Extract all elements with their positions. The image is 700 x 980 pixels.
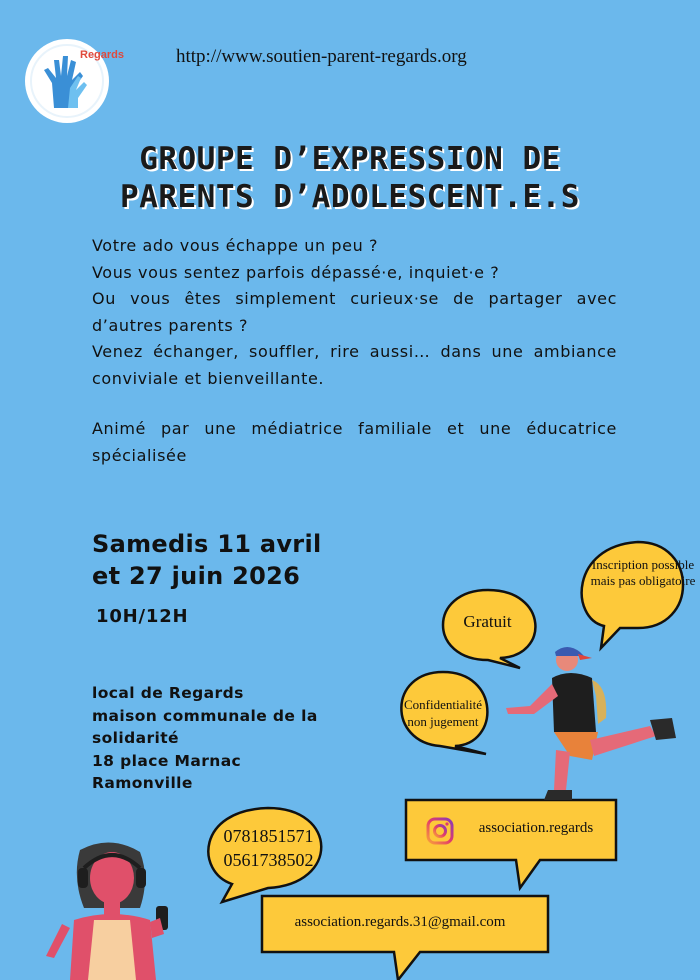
- dates-line-2: et 27 juin 2026: [92, 562, 301, 590]
- phone-numbers: [206, 824, 331, 872]
- website-url[interactable]: http://www.soutien-parent-regards.org: [176, 46, 467, 67]
- address-line-2: maison communale de la: [92, 706, 318, 725]
- intro-line-4: Venez échanger, souffler, rire aussi… dans une ambiance conviviale et bienveillante.: [92, 342, 617, 388]
- confidentiality-line-1: Confidentialité: [404, 697, 482, 712]
- girl-with-phone-illustration: [40, 838, 190, 980]
- intro-line-1: Votre ado vous échappe un peu ?: [92, 236, 379, 255]
- facilitators-line: Animé par une médiatrice familiale et une éducatrice spécialisée: [92, 419, 617, 465]
- phone-1[interactable]: 0781851571: [223, 826, 314, 846]
- gratuit-text: Gratuit: [463, 612, 512, 631]
- title-line-2: PARENTS D’ADOLESCENT.E.S: [120, 179, 580, 215]
- bubble-email: [262, 896, 548, 980]
- confidentiality-text: [394, 696, 492, 730]
- intro-line-2: Vous vous sentez parfois dépassé·e, inquiet·e ?: [92, 262, 500, 282]
- intro-line-3: Ou vous êtes simplement curieux·se de partager avec d’autres parents ?: [92, 289, 617, 335]
- phone-2[interactable]: 0561738502: [223, 850, 314, 870]
- address-line-4: 18 place Marnac: [92, 751, 242, 770]
- inscription-text: Inscription possible mais pas obligatoire: [590, 557, 696, 588]
- running-teen-illustration: [500, 640, 690, 805]
- email-address[interactable]: association.regards.31@gmail.com: [294, 914, 506, 930]
- event-time: 10H/12H: [96, 606, 189, 627]
- address-line-5: Ramonville: [92, 774, 193, 792]
- confidentiality-line-2: non jugement: [407, 714, 479, 729]
- instagram-handle[interactable]: association.regards: [478, 820, 594, 836]
- address-line-1: local de Regards: [92, 684, 244, 702]
- dates-line-1: Samedis 11 avril: [92, 530, 322, 558]
- logo-text: Regards: [80, 49, 125, 61]
- instagram-icon[interactable]: [425, 816, 455, 846]
- address-line-3: solidarité: [92, 729, 179, 747]
- title-line-1: GROUPE D’EXPRESSION DE: [139, 141, 561, 177]
